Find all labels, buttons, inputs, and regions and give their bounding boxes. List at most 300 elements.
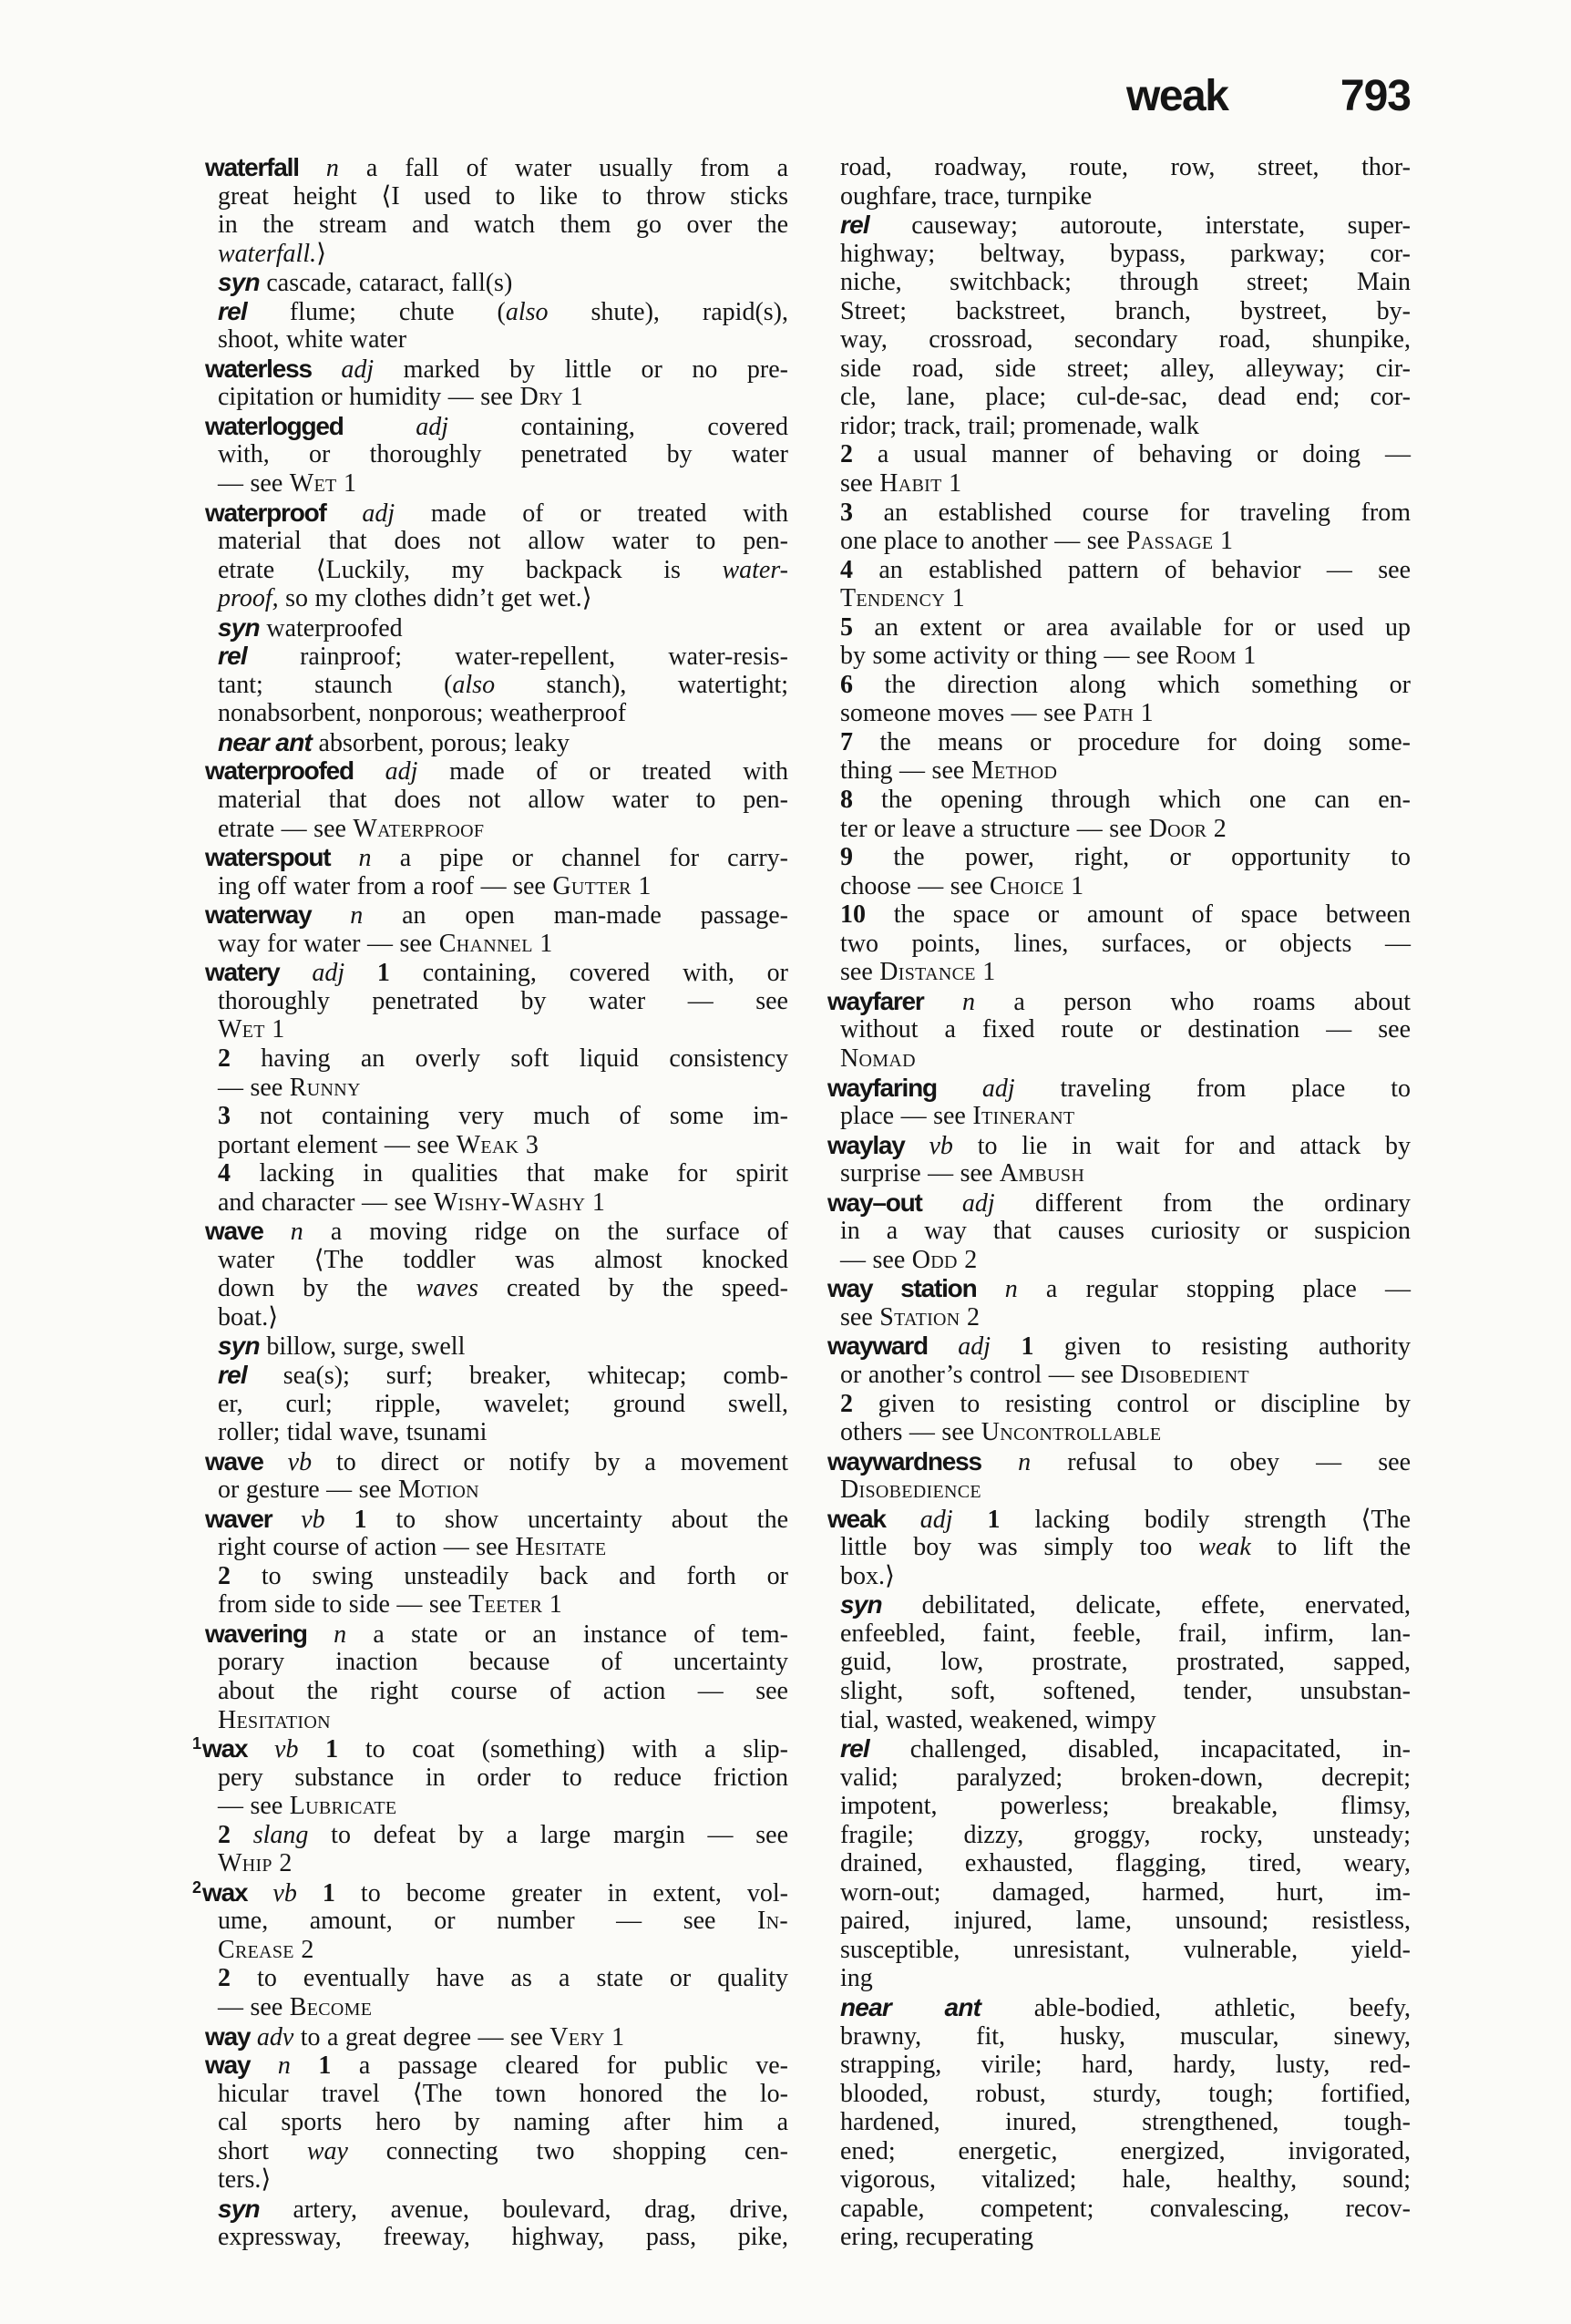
text-line: [827, 1907, 1411, 1936]
text-line: [205, 1131, 788, 1160]
text-run: created by the speed-: [477, 1274, 788, 1303]
text-line: [827, 930, 1411, 959]
text-run: box.⟩: [840, 1561, 895, 1590]
part-of-speech: vb: [274, 1735, 299, 1764]
headword: waylay: [827, 1130, 905, 1159]
text-run: different from the ordinary: [994, 1188, 1412, 1218]
text-run: [344, 959, 377, 987]
text-line: [205, 412, 788, 441]
text-run: [307, 1620, 334, 1649]
text-run: great height ⟨I used to like to throw sticks: [218, 181, 788, 211]
text-run: 2: [272, 1849, 293, 1878]
semantic-label: near ant: [840, 1993, 981, 2021]
text-run: a passage cleared for public ve-: [331, 2051, 788, 2081]
text-line: [827, 958, 1411, 987]
text-line: [205, 499, 788, 528]
cross-reference: Lubricate: [289, 1792, 397, 1821]
semantic-label: near ant: [218, 727, 313, 756]
text-run: a person who roams about: [975, 987, 1412, 1016]
text-run: connecting two shopping cen-: [347, 2136, 789, 2165]
text-line: [205, 1533, 788, 1562]
part-of-speech: adj: [416, 412, 449, 441]
text-run: expressway, freeway, highway, pass, pike,: [218, 2223, 788, 2252]
text-run: road, roadway, route, row, street, thor-: [840, 153, 1411, 181]
text-run: [312, 355, 342, 384]
text-run: or another’s control — see: [840, 1360, 1121, 1389]
text-line: [827, 469, 1411, 499]
headword: wavering: [205, 1619, 307, 1648]
text-run: to eventually have as a state or quality: [231, 1964, 788, 1993]
sense-number: 2: [218, 1964, 231, 1993]
text-run: 1: [1134, 699, 1154, 728]
text-line: [827, 211, 1411, 240]
headword: wave: [205, 1217, 263, 1246]
text-line: [205, 182, 788, 211]
text-run: strapping, virile; hard, hardy, lusty, red-: [840, 2051, 1411, 2080]
sense-number: 7: [840, 727, 853, 756]
cross-reference: Nomad: [840, 1044, 916, 1073]
headword: waver: [205, 1504, 272, 1533]
text-line: [205, 469, 788, 499]
text-run: [297, 1879, 323, 1908]
text-run: 1: [975, 958, 996, 987]
text-run: made of or treated with: [417, 757, 788, 787]
guide-word: weak: [1126, 72, 1228, 120]
text-run: portant element — see: [218, 1130, 457, 1159]
text-run: 1: [1236, 642, 1257, 671]
text-line: [827, 1102, 1411, 1131]
cross-reference: Waterproof: [353, 814, 485, 843]
right-column: [827, 153, 1411, 2252]
text-line: [827, 1476, 1411, 1505]
sense-number: 1: [1021, 1332, 1034, 1362]
sense-number: 3: [218, 1102, 231, 1131]
text-line: [827, 1188, 1411, 1218]
text-line: [205, 383, 788, 412]
text-run: to direct or notify by a movement: [312, 1447, 788, 1476]
text-run: to coat (something) with a slip-: [338, 1735, 788, 1764]
cross-reference: Distance: [879, 958, 976, 987]
text-run: an open man-made passage-: [363, 901, 789, 931]
text-run: vigorous, vitalized; hale, healthy, sound;: [840, 2165, 1411, 2195]
text-line: [205, 1015, 788, 1044]
text-line: [205, 211, 788, 240]
text-run: side road, side street; alley, alleyway; cir-: [840, 354, 1411, 383]
text-run: [981, 1448, 1018, 1476]
text-run: a state or an instance of tem-: [346, 1620, 788, 1649]
text-run: tial, wasted, weakened, wimpy: [840, 1705, 1156, 1734]
text-line: [827, 556, 1411, 585]
cross-reference: Gutter: [552, 871, 631, 900]
text-run: short: [218, 2136, 307, 2165]
text-line: [205, 556, 788, 585]
text-run: ened; energetic, energized, invigorated,: [840, 2136, 1411, 2165]
text-run: ter or leave a structure — see: [840, 814, 1149, 843]
text-run: not containing very much of some im-: [231, 1102, 788, 1131]
cross-reference: Motion: [397, 1476, 479, 1505]
cross-reference: Habit: [879, 469, 942, 499]
part-of-speech: vb: [272, 1878, 297, 1908]
text-run: 1: [604, 2022, 625, 2051]
semantic-label: rel: [218, 642, 247, 671]
cross-reference: Crease: [218, 1935, 294, 1964]
text-run: surprise — see: [840, 1159, 1000, 1188]
text-run: cal sports hero by naming after him a: [218, 2108, 788, 2137]
text-line: [205, 527, 788, 556]
text-run: ing: [840, 1964, 873, 1993]
part-of-speech: n: [358, 844, 372, 873]
text-line: [205, 1590, 788, 1620]
text-line: [827, 1562, 1411, 1591]
text-line: [205, 268, 788, 297]
semantic-label: syn: [218, 268, 260, 297]
example-italic: weak: [1198, 1533, 1251, 1562]
text-run: nonabsorbent, nonporous; weatherproof: [218, 699, 627, 728]
text-run: material that does not allow water to pen-: [218, 527, 788, 556]
part-of-speech: adj: [362, 499, 395, 528]
text-line: [205, 1505, 788, 1534]
text-run: causeway; autoroute, interstate, super-: [868, 211, 1411, 241]
part-of-speech: adj: [341, 355, 375, 384]
text-line: [827, 1677, 1411, 1706]
sense-number: 10: [840, 900, 866, 930]
text-run: guid, low, prostrate, prostrated, sapped,: [840, 1648, 1411, 1677]
cross-reference: Method: [970, 756, 1058, 786]
cross-reference: Teeter: [468, 1590, 543, 1620]
text-run: to lift the: [1250, 1533, 1411, 1562]
text-run: — see: [218, 469, 290, 499]
example-italic: way: [306, 2136, 348, 2165]
text-run: 1: [563, 383, 583, 412]
text-run: brawny, fit, husky, muscular, sinewy,: [840, 2021, 1411, 2051]
part-of-speech: adj: [919, 1505, 953, 1534]
text-line: [827, 1648, 1411, 1677]
cross-reference: Disobedience: [840, 1476, 981, 1505]
text-run: ume, amount, or number — see: [218, 1907, 757, 1936]
text-run: one place to another — see: [840, 527, 1126, 556]
part-of-speech: n: [1018, 1447, 1032, 1476]
text-run: the space or amount of space between: [866, 900, 1411, 930]
text-run: 1: [941, 469, 962, 499]
sense-number: 1: [354, 1505, 367, 1534]
text-line: [827, 1131, 1411, 1160]
text-line: [205, 1706, 788, 1735]
text-line: [827, 1792, 1411, 1821]
text-line: [827, 728, 1411, 757]
text-run: ters.⟩: [218, 2165, 272, 2195]
text-line: [827, 900, 1411, 930]
cross-reference: Path: [1083, 699, 1135, 728]
text-line: [827, 527, 1411, 556]
cross-reference: Room: [1176, 642, 1237, 671]
text-run: down by the: [218, 1274, 416, 1303]
text-run: way for water — see: [218, 929, 439, 958]
text-run: roller; tidal wave, tsunami: [218, 1418, 488, 1447]
text-run: ering, recuperating: [840, 2223, 1033, 2252]
text-run: ridor; track, trail; promenade, walk: [840, 411, 1199, 440]
text-run: [291, 2051, 319, 2080]
text-run: shoot, white water: [218, 325, 407, 355]
page-number: 793: [1340, 72, 1411, 120]
text-line: [827, 383, 1411, 412]
sense-number: 2: [840, 440, 853, 469]
part-of-speech: n: [325, 154, 339, 182]
text-run: absorbent, porous; leaky: [312, 728, 570, 757]
headword: way: [205, 2051, 251, 2080]
part-of-speech: n: [350, 901, 364, 931]
text-run: [263, 1218, 291, 1246]
text-line: [827, 1159, 1411, 1188]
headword: waterfall: [205, 153, 299, 181]
text-line: [205, 2223, 788, 2252]
text-run: waterproofed: [259, 613, 403, 643]
headword: wayfarer: [827, 986, 924, 1015]
text-line: [205, 1677, 788, 1706]
text-run: 1: [1063, 871, 1084, 900]
text-run: [250, 2051, 278, 2080]
text-run: debilitated, delicate, effete, enervated,: [881, 1591, 1411, 1620]
text-line: [827, 1044, 1411, 1074]
text-run: water ⟨The toddler was almost knocked: [218, 1245, 788, 1274]
text-line: [205, 1102, 788, 1131]
text-line: [827, 843, 1411, 872]
text-line: [205, 987, 788, 1016]
example-italic: slang: [252, 1820, 309, 1849]
text-line: [827, 1993, 1411, 2022]
text-line: [205, 2137, 788, 2166]
text-line: [827, 240, 1411, 269]
part-of-speech: vb: [301, 1505, 325, 1534]
text-run: oughfare, trace, turnpike: [840, 181, 1093, 211]
text-line: [827, 1849, 1411, 1878]
text-run: drained, exhausted, flagging, tired, weary,: [840, 1849, 1411, 1878]
text-line: [827, 2165, 1411, 2195]
text-run: given to resisting authority: [1033, 1332, 1412, 1362]
text-line: [827, 440, 1411, 469]
text-run: right course of action — see: [218, 1533, 516, 1562]
text-line: [827, 987, 1411, 1016]
semantic-label: syn: [218, 2194, 260, 2223]
text-run: cipitation or humidity — see: [218, 383, 520, 412]
text-line: [205, 756, 788, 786]
text-run: rainproof; water-repellent, water-resis-: [246, 643, 788, 672]
text-line: [205, 930, 788, 959]
semantic-label: rel: [840, 1734, 869, 1764]
sense-number: 4: [840, 555, 853, 584]
text-run: or gesture — see: [218, 1476, 398, 1505]
text-line: [827, 412, 1411, 441]
text-run: stanch), watertight;: [495, 670, 788, 699]
headword: waterproof: [205, 498, 326, 527]
text-run: 2: [960, 1302, 981, 1332]
headword: wayward: [827, 1332, 928, 1361]
text-run: — see: [218, 1993, 290, 2021]
text-run: [247, 1879, 272, 1908]
text-line: [827, 1361, 1411, 1390]
part-of-speech: adj: [981, 1074, 1015, 1103]
headword: way–out: [827, 1188, 922, 1217]
text-line: [205, 1418, 788, 1447]
cross-reference: Passage: [1125, 527, 1214, 556]
sense-number: 1: [325, 1735, 339, 1764]
text-run: material that does not allow water to pen-: [218, 786, 788, 815]
headword: wax: [202, 1877, 248, 1907]
text-run: made of or treated with: [395, 499, 788, 528]
text-line: [827, 786, 1411, 815]
cross-reference: Wet: [218, 1015, 265, 1044]
text-run: ing off water from a roof — see: [218, 871, 553, 900]
text-run: 1: [1213, 527, 1233, 556]
text-line: [827, 2051, 1411, 2080]
sense-number: 1: [987, 1505, 1001, 1534]
text-line: [827, 1418, 1411, 1447]
text-line: [205, 815, 788, 844]
cross-reference: Become: [289, 1993, 373, 2021]
text-run: a moving ridge on the surface of: [303, 1218, 788, 1247]
text-run: paired, injured, lame, unsound; resistless,: [840, 1907, 1411, 1936]
text-line: [827, 1764, 1411, 1793]
text-line: [205, 1390, 788, 1419]
text-run: enfeebled, faint, feeble, frail, infirm, lan-: [840, 1619, 1411, 1648]
text-run: ⟩: [316, 239, 327, 268]
text-run: hardened, inured, strengthened, tough-: [840, 2108, 1411, 2137]
cross-reference: Wishy-Washy: [433, 1188, 586, 1217]
text-run: [344, 413, 416, 441]
text-line: [205, 1964, 788, 1993]
homograph-number: 1: [192, 1734, 202, 1753]
text-line: [205, 843, 788, 872]
text-line: [827, 671, 1411, 700]
example-italic: waves: [416, 1274, 478, 1303]
text-run: [272, 1506, 301, 1534]
semantic-label: syn: [218, 612, 260, 642]
text-line: [205, 1562, 788, 1591]
example-italic: water-: [722, 555, 788, 584]
text-line: [827, 325, 1411, 355]
text-line: [205, 1620, 788, 1649]
text-run: and character — see: [218, 1188, 434, 1217]
text-run: [937, 1075, 982, 1103]
text-run: see: [840, 1302, 880, 1332]
text-run: lacking in qualities that make for spirit: [231, 1159, 788, 1188]
text-run: [280, 959, 313, 987]
text-line: [827, 355, 1411, 384]
sense-number: 2: [218, 1044, 231, 1073]
text-run: fragile; dizzy, groggy, rocky, unsteady;: [840, 1820, 1411, 1849]
text-line: [827, 153, 1411, 182]
homograph-number: 2: [192, 1877, 202, 1897]
cross-reference: Channel: [438, 929, 533, 958]
text-line: [827, 1706, 1411, 1735]
cross-reference: Hesitation: [218, 1705, 331, 1734]
text-run: 2: [293, 1935, 314, 1964]
text-run: so my clothes didn’t get wet.⟩: [278, 584, 592, 613]
text-line: [205, 1993, 788, 2022]
part-of-speech: adj: [312, 959, 345, 988]
semantic-label: rel: [840, 211, 869, 240]
text-run: an established course for traveling from: [853, 498, 1411, 527]
text-line: [205, 1764, 788, 1793]
text-line: [205, 1217, 788, 1246]
text-line: [827, 1217, 1411, 1246]
text-line: [205, 2165, 788, 2195]
headword: watery: [205, 958, 280, 987]
text-run: the means or procedure for doing some-: [853, 727, 1411, 756]
text-run: in a way that causes curiosity or suspicion: [840, 1217, 1411, 1246]
cross-reference: In-: [757, 1907, 788, 1936]
text-run: valid; paralyzed; broken-down, decrepit;: [840, 1763, 1411, 1792]
text-run: see: [840, 469, 880, 499]
text-line: [205, 355, 788, 384]
headword: way: [205, 2021, 251, 2051]
text-line: [827, 2195, 1411, 2224]
text-line: [827, 297, 1411, 326]
cross-reference: Disobedient: [1120, 1360, 1249, 1389]
text-line: [827, 613, 1411, 643]
text-run: two points, lines, surfaces, or objects —: [840, 929, 1411, 958]
text-run: the direction along which something or: [853, 670, 1411, 699]
text-run: 1: [945, 584, 965, 613]
text-run: choose — see: [840, 871, 991, 900]
text-line: [827, 872, 1411, 901]
text-line: [205, 872, 788, 901]
headword: waterspout: [205, 843, 331, 872]
semantic-label: rel: [218, 1360, 247, 1389]
text-line: [205, 1447, 788, 1476]
text-line: [205, 2022, 788, 2051]
text-run: 1: [532, 929, 553, 958]
text-run: place — see: [840, 1102, 973, 1131]
text-run: [330, 844, 358, 872]
text-run: the opening through which one can en-: [853, 786, 1411, 815]
text-run: thing — see: [840, 756, 971, 786]
text-line: [205, 2195, 788, 2224]
text-run: way, crossroad, secondary road, shunpike,: [840, 325, 1411, 355]
text-line: [827, 1936, 1411, 1965]
text-run: etrate ⟨Luckily, my backpack is: [218, 555, 723, 584]
text-line: [205, 642, 788, 671]
example-italic: waterfall.: [218, 239, 317, 268]
text-line: [205, 240, 788, 269]
text-run: a pipe or channel for carry-: [371, 844, 789, 873]
text-line: [205, 440, 788, 469]
cross-reference: Hesitate: [515, 1533, 607, 1562]
semantic-label: syn: [840, 1590, 882, 1620]
text-run: niche, switchback; through street; Main: [840, 268, 1411, 297]
text-run: highway; beltway, bypass, parkway; cor-: [840, 239, 1411, 268]
sense-number: 5: [840, 612, 853, 642]
text-run: to lie in wait for and attack by: [952, 1131, 1412, 1160]
text-run: about the right course of action — see: [218, 1676, 788, 1705]
headword: waterway: [205, 900, 312, 930]
text-run: to become greater in extent, vol-: [334, 1878, 788, 1908]
cross-reference: Whip: [218, 1849, 272, 1878]
text-run: an established pattern of behavior — see: [853, 555, 1411, 584]
text-run: sea(s); surf; breaker, whitecap; comb-: [246, 1361, 788, 1390]
cross-reference: Uncontrollable: [981, 1418, 1162, 1447]
text-run: little boy was simply too: [840, 1533, 1199, 1562]
part-of-speech: n: [290, 1218, 303, 1247]
text-line: [205, 153, 788, 182]
text-run: lacking bodily strength ⟨The: [1000, 1505, 1412, 1534]
text-run: capable, competent; convalescing, recov-: [840, 2194, 1411, 2223]
text-run: [299, 154, 326, 182]
text-run: [354, 757, 385, 786]
text-run: shute), rapid(s),: [548, 297, 788, 326]
text-line: [827, 815, 1411, 844]
sense-number: 4: [218, 1159, 231, 1188]
text-run: [325, 1506, 354, 1534]
